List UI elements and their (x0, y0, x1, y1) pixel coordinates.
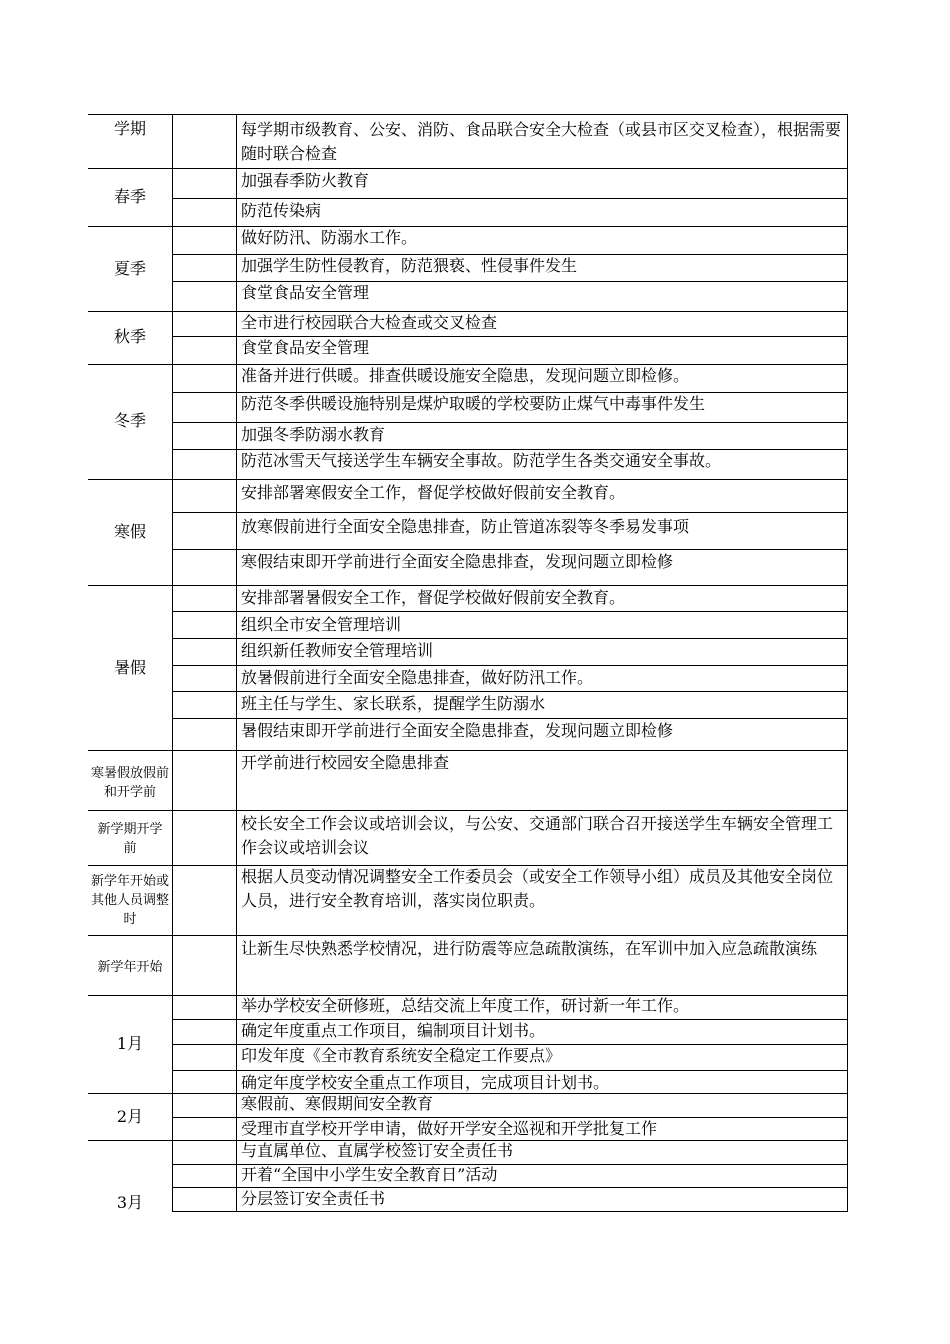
group-label: 暑假 (113, 658, 146, 677)
item-text: 受理市直学校开学申请，做好开学安全巡视和开学批复工作 (241, 1119, 658, 1138)
group-label: 学期 (113, 119, 146, 138)
item-text: 组织全市安全管理培训 (241, 615, 402, 634)
item-text: 做好防汛、防溺水工作。 (241, 228, 418, 247)
item-cell (236, 1094, 848, 1140)
item-text: 确定年度学校安全重点工作项目，完成项目计划书。 (241, 1073, 610, 1092)
group-staff-change (88, 866, 848, 936)
item-text: 安排部署暑假安全工作，督促学校做好假前安全教育。 (241, 588, 626, 607)
item-cell (236, 365, 848, 479)
item-text: 确定年度重点工作项目，编制项目计划书。 (241, 1021, 546, 1040)
group-label: 夏季 (113, 259, 146, 278)
item-text: 举办学校安全研修班，总结交流上年度工作，研讨新一年工作。 (241, 996, 690, 1015)
item-cell (236, 751, 848, 810)
group-label: 秋季 (113, 327, 146, 346)
item-text: 校长安全工作会议或培训会议，与公安、交通部门联合召开接送学生车辆安全管理工作会议或培训会议 (241, 814, 834, 857)
item-cell (236, 936, 848, 995)
group-february (88, 1094, 848, 1141)
group-label: 2月 (116, 1107, 144, 1126)
group-january (88, 996, 848, 1094)
group-march (88, 1141, 848, 1212)
item-cell (236, 1141, 848, 1212)
group-label: 1月 (116, 1034, 144, 1053)
group-before-breaks (88, 751, 848, 811)
item-cell (236, 227, 848, 311)
blank-cell (172, 169, 237, 226)
item-text: 班主任与学生、家长联系，提醒学生防溺水 (241, 694, 546, 713)
group-new-term (88, 811, 848, 866)
item-cell (236, 115, 848, 168)
group-label: 寒暑假放假前和开学前 (90, 766, 169, 800)
item-cell (236, 866, 848, 935)
item-cell (236, 312, 848, 364)
item-text: 全市进行校园联合大检查或交叉检查 (241, 313, 498, 332)
item-text: 开着“全国中小学生安全教育日”活动 (241, 1165, 498, 1184)
group-term (88, 114, 848, 169)
item-text: 寒假结束即开学前进行全面安全隐患排查，发现问题立即检修 (241, 552, 674, 571)
group-summer-break (88, 586, 848, 751)
group-label: 春季 (113, 187, 146, 206)
item-text: 开学前进行校园安全隐患排查 (241, 753, 450, 772)
group-winter (88, 365, 848, 480)
item-text: 准备并进行供暖。排查供暖设施安全隐患，发现问题立即检修。 (241, 366, 690, 385)
item-text: 让新生尽快熟悉学校情况，进行防震等应急疏散演练，在军训中加入应急疏散演练 (241, 939, 818, 958)
item-text: 安排部署寒假安全工作，督促学校做好假前安全教育。 (241, 483, 626, 502)
group-spring (88, 169, 848, 227)
group-winter-break (88, 480, 848, 586)
item-text: 根据人员变动情况调整安全工作委员会（或安全工作领导小组）成员及其他安全岗位人员，进行安全教育培训，落实岗位职责。 (241, 867, 834, 910)
item-text: 每学期市级教育、公安、消防、食品联合安全大检查（或县市区交叉检查），根据需要随时联合检查 (241, 120, 842, 163)
group-label: 寒假 (113, 522, 146, 541)
item-text: 放寒假前进行全面安全隐患排查，防止管道冻裂等冬季易发事项 (241, 517, 690, 536)
item-text: 组织新任教师安全管理培训 (241, 641, 434, 660)
group-label: 新学期开学前 (97, 822, 163, 856)
item-text: 加强春季防火教育 (241, 171, 370, 190)
group-label: 3月 (116, 1193, 144, 1212)
item-cell (236, 480, 848, 585)
item-text: 食堂食品安全管理 (241, 338, 370, 357)
schedule-table (88, 114, 848, 1212)
group-autumn (88, 312, 848, 365)
item-cell (236, 169, 848, 226)
blank-cell (172, 115, 236, 168)
item-cell (236, 996, 848, 1093)
group-label: 新学年开始 (97, 960, 163, 975)
item-text: 印发年度《全市教育系统安全稳定工作要点》 (241, 1046, 562, 1065)
group-label: 冬季 (113, 411, 146, 430)
item-text: 寒假前、寒假期间安全教育 (241, 1094, 434, 1113)
group-label: 新学年开始或其他人员调整时 (90, 874, 169, 927)
group-summer (88, 227, 848, 312)
item-text: 食堂食品安全管理 (241, 283, 370, 302)
item-text: 加强冬季防溺水教育 (241, 425, 386, 444)
item-text: 暑假结束即开学前进行全面安全隐患排查，发现问题立即检修 (241, 721, 674, 740)
item-cell (236, 586, 848, 750)
item-text: 加强学生防性侵教育，防范猥亵、性侵事件发生 (241, 256, 578, 275)
item-text: 与直属单位、直属学校签订安全责任书 (241, 1141, 514, 1160)
item-cell (236, 811, 848, 865)
item-text: 分层签订安全责任书 (241, 1189, 386, 1208)
item-text: 防范冬季供暖设施特别是煤炉取暖的学校要防止煤气中毒事件发生 (241, 394, 706, 413)
item-text: 放暑假前进行全面安全隐患排查，做好防汛工作。 (241, 668, 594, 687)
item-text: 防范传染病 (241, 201, 322, 220)
group-new-year (88, 936, 848, 996)
group-label-cell (88, 115, 172, 168)
item-text: 防范冰雪天气接送学生车辆安全事故。防范学生各类交通安全事故。 (241, 451, 722, 470)
